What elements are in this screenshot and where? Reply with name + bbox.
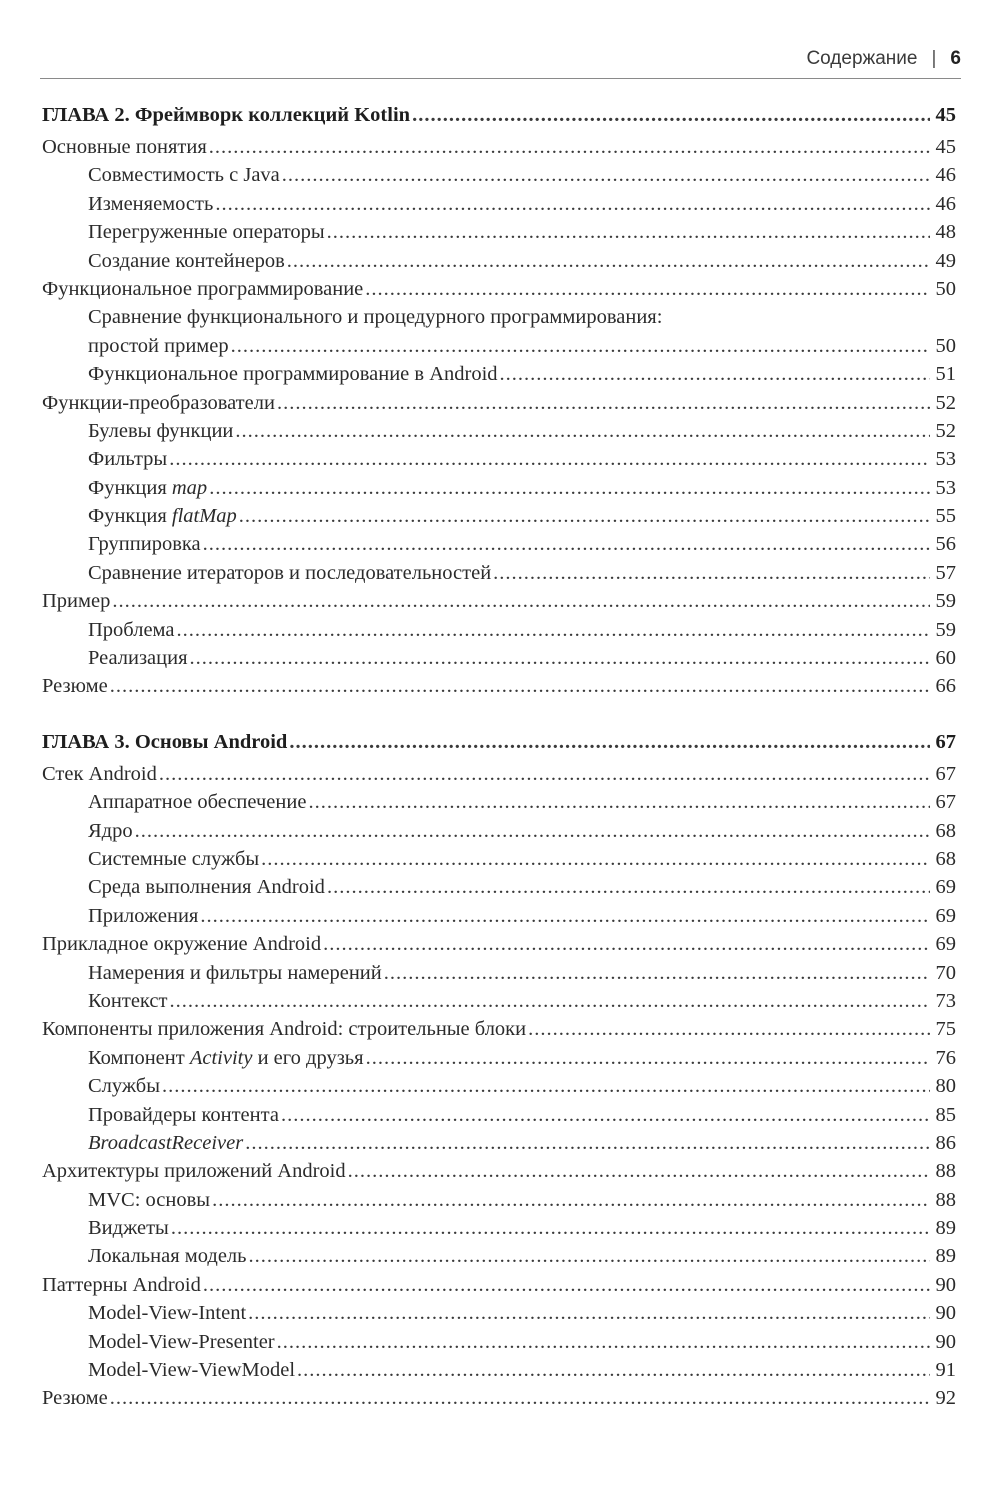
toc-entry-text: Пример <box>42 590 111 613</box>
toc-entry-text: Резюме <box>42 675 108 698</box>
toc-page-number: 45 <box>935 104 956 126</box>
toc-entry[interactable] <box>42 533 956 561</box>
dot-leader <box>287 250 930 273</box>
toc-entry-title <box>88 876 325 899</box>
toc-entry-title <box>88 1132 243 1155</box>
toc-entry[interactable] <box>42 448 956 476</box>
toc-entry[interactable] <box>42 962 956 990</box>
dot-leader <box>239 505 930 528</box>
toc-entry-title <box>88 619 174 642</box>
toc-entry-text: ГЛАВА 2. Фреймворк коллекций Kotlin <box>42 104 411 126</box>
toc-entry-text: Model-View-ViewModel <box>88 1359 296 1382</box>
toc-entry-text: Компоненты приложения Android: строительные блоки <box>42 1018 527 1041</box>
toc-entry-title <box>88 1331 275 1354</box>
dot-leader <box>245 1132 930 1155</box>
toc-entry-text: Системные службы <box>88 847 260 870</box>
dot-leader <box>327 876 930 899</box>
toc-entry-text: Службы <box>88 1075 160 1098</box>
dot-leader <box>190 647 930 670</box>
toc-entry-title <box>42 590 110 613</box>
dot-leader <box>215 193 930 216</box>
toc-page-number: 66 <box>935 675 956 698</box>
toc-entry-title <box>88 1302 246 1325</box>
toc-page-number: 76 <box>935 1046 956 1069</box>
dot-leader <box>493 562 930 585</box>
toc-entry-title <box>88 1189 210 1212</box>
toc-entry-text: Стек Android <box>42 762 157 785</box>
toc-page-number: 80 <box>935 1075 956 1098</box>
toc-page-number: 73 <box>935 989 956 1012</box>
toc-chapter[interactable] <box>42 731 956 763</box>
toc-entry-title <box>42 1018 526 1041</box>
toc-entry-text: Изменяемость <box>88 192 214 215</box>
toc-entry[interactable] <box>42 250 956 278</box>
toc-page-number: 90 <box>935 1302 956 1325</box>
toc-entry-italic-term: flatMap <box>171 505 237 528</box>
toc-entry-title <box>88 477 207 500</box>
toc-page-number: 69 <box>935 876 956 899</box>
dot-leader <box>500 363 930 386</box>
toc-entry-title <box>88 335 229 358</box>
toc-page-number: 90 <box>935 1273 956 1296</box>
toc-entry-title <box>88 848 259 871</box>
dot-leader <box>110 675 930 698</box>
toc-page-number: 75 <box>935 1018 956 1041</box>
toc-entry-text: ГЛАВА 3. Основы Android <box>42 730 288 753</box>
toc-page-number: 59 <box>935 590 956 613</box>
toc-entry-text: Model-View-Presenter <box>88 1330 275 1353</box>
toc-entry[interactable] <box>42 164 956 192</box>
toc-entry-italic-term: Activity <box>189 1046 253 1069</box>
toc-page-number: 50 <box>935 334 956 357</box>
toc-entry-title <box>88 363 498 386</box>
toc-page-number: 52 <box>935 391 956 414</box>
toc-entry-title <box>42 933 321 956</box>
dot-leader <box>209 136 930 159</box>
toc-entry-text: Model-View-Intent <box>88 1302 247 1325</box>
toc-entry-italic-term: map <box>171 476 208 499</box>
toc-entry[interactable] <box>42 905 956 933</box>
toc-page-number: 90 <box>935 1330 956 1353</box>
toc-entry-title <box>42 1387 108 1410</box>
toc-page-number: 60 <box>935 647 956 670</box>
dot-leader <box>209 477 930 500</box>
toc-entry-title <box>88 164 280 187</box>
toc-entry[interactable] <box>42 420 956 448</box>
table-of-contents <box>42 104 956 1416</box>
toc-entry-line <box>42 306 956 334</box>
toc-entry[interactable] <box>42 1018 956 1046</box>
toc-entry-title <box>42 731 287 754</box>
dot-leader <box>235 420 930 443</box>
toc-entry[interactable] <box>42 647 956 675</box>
toc-entry-text-after: и его друзья <box>252 1046 364 1069</box>
toc-entry[interactable] <box>42 392 956 420</box>
toc-entry[interactable] <box>42 1132 956 1160</box>
toc-entry[interactable] <box>42 848 956 876</box>
toc-entry-title <box>42 675 108 698</box>
toc-page-number: 46 <box>935 164 956 187</box>
toc-entry-title <box>88 448 167 471</box>
toc-page-number: 67 <box>935 791 956 814</box>
toc-page-number: 69 <box>935 904 956 927</box>
dot-leader <box>384 962 930 985</box>
toc-entry-text: Булевы функции <box>88 419 234 442</box>
dot-leader <box>327 221 930 244</box>
toc-page-number: 53 <box>935 448 956 471</box>
toc-entry[interactable] <box>42 619 956 647</box>
dot-leader <box>289 731 930 754</box>
dot-leader <box>212 1189 930 1212</box>
toc-entry-title <box>42 278 363 301</box>
dot-leader <box>261 848 930 871</box>
toc-entry-text: Контекст <box>88 989 168 1012</box>
toc-page-number: 88 <box>935 1160 956 1183</box>
toc-entry-text: Основные понятия <box>42 136 207 158</box>
toc-entry-text: Группировка <box>88 533 201 556</box>
toc-entry-text: простой пример <box>88 334 229 357</box>
toc-entry-title <box>88 221 325 244</box>
toc-entry-text: Паттерны Android <box>42 1273 201 1296</box>
dot-leader <box>112 590 930 613</box>
dot-leader <box>308 791 930 814</box>
toc-entry[interactable] <box>42 1331 956 1359</box>
toc-entry-text: Компонент <box>88 1046 190 1069</box>
toc-page-number: 69 <box>935 933 956 956</box>
toc-entry[interactable] <box>42 1359 956 1387</box>
dot-leader <box>171 1217 930 1240</box>
toc-entry-text: Резюме <box>42 1387 108 1410</box>
toc-chapter[interactable] <box>42 104 956 136</box>
toc-entry-title <box>42 104 410 127</box>
toc-entry[interactable] <box>42 820 956 848</box>
toc-entry[interactable] <box>42 675 956 703</box>
toc-entry-text: Функция <box>88 505 172 528</box>
toc-page-number: 57 <box>935 561 956 584</box>
dot-leader <box>277 392 930 415</box>
toc-entry[interactable] <box>42 1245 956 1273</box>
toc-page-number: 68 <box>935 847 956 870</box>
toc-page-number: 52 <box>935 419 956 442</box>
toc-entry-title <box>42 136 207 159</box>
toc-page-number: 91 <box>935 1359 956 1382</box>
toc-page-number: 46 <box>935 192 956 215</box>
toc-entry[interactable] <box>42 1160 956 1188</box>
toc-page-number: 45 <box>935 136 956 158</box>
dot-leader <box>162 1075 930 1098</box>
toc-entry-title <box>88 1217 169 1240</box>
dot-leader <box>323 933 930 956</box>
toc-entry-text: Перегруженные операторы <box>88 221 325 244</box>
dot-leader <box>297 1359 930 1382</box>
toc-entry-text: Функция <box>88 476 172 499</box>
toc-entry-title: Сравнение функционального и процедурного программирования: <box>88 306 663 329</box>
toc-entry[interactable] <box>42 1075 956 1103</box>
toc-page-number: 92 <box>935 1387 956 1410</box>
dot-leader <box>282 164 930 187</box>
toc-entry[interactable] <box>42 278 956 306</box>
toc-entry-title <box>88 1047 364 1070</box>
toc-entry-title <box>88 791 306 814</box>
toc-page-number: 55 <box>935 505 956 528</box>
toc-entry-title <box>42 1160 346 1183</box>
running-head-separator: | <box>931 48 937 69</box>
toc-page-number: 86 <box>935 1131 956 1154</box>
toc-entry-title <box>42 1274 201 1297</box>
running-head <box>40 48 961 79</box>
dot-leader <box>281 1104 930 1127</box>
dot-leader <box>231 335 930 358</box>
dot-leader <box>366 1047 930 1070</box>
toc-entry-title <box>88 820 133 843</box>
toc-entry[interactable] <box>42 1189 956 1217</box>
toc-entry-title <box>88 647 188 670</box>
toc-entry-title <box>88 905 198 928</box>
toc-page-number: 49 <box>935 249 956 272</box>
toc-page-number: 89 <box>935 1245 956 1268</box>
dot-leader <box>348 1160 930 1183</box>
toc-entry[interactable] <box>42 990 956 1018</box>
toc-page-number: 89 <box>935 1217 956 1240</box>
toc-page-number: 85 <box>935 1103 956 1126</box>
toc-entry-title <box>88 1245 247 1268</box>
toc-entry-text: Виджеты <box>88 1217 169 1240</box>
toc-entry-title <box>88 1359 295 1382</box>
running-head-title: Содержание <box>806 48 918 69</box>
toc-entry[interactable] <box>42 335 956 363</box>
toc-page-number: 68 <box>935 819 956 842</box>
toc-entry[interactable] <box>42 221 956 249</box>
toc-entry-text: Создание контейнеров <box>88 249 285 272</box>
toc-entry-title <box>88 250 285 273</box>
toc-entry[interactable] <box>42 791 956 819</box>
toc-entry-text: Реализация <box>88 647 188 670</box>
dot-leader <box>248 1302 930 1325</box>
toc-entry-text: Проблема <box>88 618 175 641</box>
toc-entry-title <box>42 392 275 415</box>
toc-entry-text: Функциональное программирование в Android <box>88 363 498 386</box>
dot-leader <box>277 1331 930 1354</box>
toc-entry[interactable] <box>42 1047 956 1075</box>
toc-entry-title <box>88 505 237 528</box>
dot-leader <box>203 1274 930 1297</box>
toc-page-number: 70 <box>935 961 956 984</box>
toc-entry[interactable] <box>42 1104 956 1132</box>
toc-page-number: 59 <box>935 618 956 641</box>
toc-page-number: 67 <box>935 762 956 785</box>
toc-entry-title <box>88 990 167 1013</box>
toc-entry-text: MVC: основы <box>88 1188 211 1211</box>
toc-entry[interactable] <box>42 193 956 221</box>
toc-entry-text: Фильтры <box>88 448 168 471</box>
toc-page-number: 56 <box>935 533 956 556</box>
toc-page-number: 51 <box>935 363 956 386</box>
toc-entry-title <box>88 420 233 443</box>
toc-entry-text: Провайдеры контента <box>88 1103 279 1126</box>
toc-entry-text: Функции-преобразователи <box>42 391 275 414</box>
toc-entry[interactable] <box>42 1217 956 1245</box>
dot-leader <box>528 1018 930 1041</box>
toc-entry[interactable] <box>42 876 956 904</box>
toc-page-number: 67 <box>935 730 956 753</box>
toc-entry-text: Архитектуры приложений Android <box>42 1160 346 1183</box>
dot-leader <box>135 820 930 843</box>
dot-leader <box>203 533 930 556</box>
toc-entry-title <box>88 193 213 216</box>
toc-entry-text: Ядро <box>88 819 133 842</box>
toc-page-number: 53 <box>935 476 956 499</box>
toc-entry-title <box>88 533 201 556</box>
toc-entry[interactable] <box>42 562 956 590</box>
toc-entry[interactable] <box>42 363 956 391</box>
toc-entry-italic-term: BroadcastReceiver <box>88 1131 244 1154</box>
toc-entry-text: Приложения <box>88 904 199 927</box>
toc-entry-title <box>88 562 491 585</box>
toc-entry[interactable] <box>42 1302 956 1330</box>
toc-entry-title <box>88 962 382 985</box>
dot-leader <box>249 1245 930 1268</box>
toc-page-number: 50 <box>935 277 956 300</box>
toc-entry-text: Локальная модель <box>88 1245 247 1268</box>
toc-entry-title <box>88 1104 279 1127</box>
dot-leader <box>110 1387 930 1410</box>
toc-entry[interactable] <box>42 1387 956 1415</box>
dot-leader <box>159 763 930 786</box>
toc-entry[interactable] <box>42 136 956 164</box>
dot-leader <box>176 619 930 642</box>
toc-entry[interactable] <box>42 505 956 533</box>
dot-leader <box>200 905 930 928</box>
toc-entry-text: Совместимость с Java <box>88 164 280 187</box>
toc-entry-title <box>42 763 157 786</box>
dot-leader <box>169 990 930 1013</box>
toc-entry-text: Среда выполнения Android <box>88 876 325 899</box>
dot-leader <box>412 104 930 127</box>
toc-entry[interactable] <box>42 933 956 961</box>
toc-entry-text: Прикладное окружение Android <box>42 933 322 956</box>
toc-page-number: 88 <box>935 1188 956 1211</box>
toc-entry[interactable] <box>42 1274 956 1302</box>
toc-entry[interactable] <box>42 590 956 618</box>
running-head-page-number: 6 <box>950 48 961 69</box>
toc-page-number: 48 <box>935 221 956 244</box>
toc-entry-text: Функциональное программирование <box>42 277 364 300</box>
toc-entry-text: Аппаратное обеспечение <box>88 791 307 814</box>
dot-leader <box>365 278 930 301</box>
dot-leader <box>169 448 930 471</box>
toc-entry[interactable] <box>42 477 956 505</box>
toc-entry-title <box>88 1075 160 1098</box>
toc-entry[interactable] <box>42 763 956 791</box>
toc-entry-text: Намерения и фильтры намерений <box>88 961 382 984</box>
toc-entry-text: Сравнение итераторов и последовательностей <box>88 561 492 584</box>
